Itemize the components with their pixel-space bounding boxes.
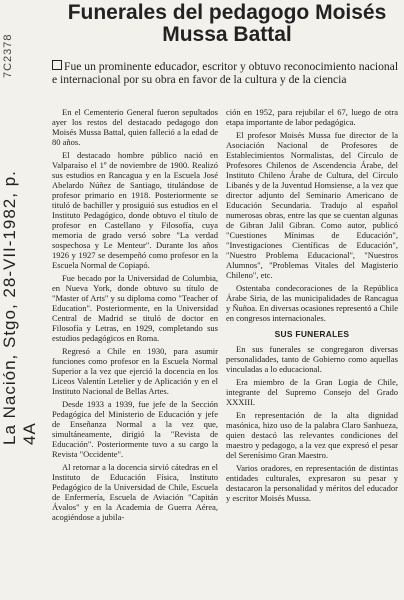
paragraph: En el Cementerio General fueron sepultados ayer los restos del destacado pedagogo don Moisés Mussa Battal, quien falleció a la edad de 80 años. <box>52 107 218 147</box>
subhead-text: Fue un prominente educador, escritor y obtuvo reconocimiento nacional e internacional por su obra en favor de la cultura y de la ciencia <box>52 60 399 86</box>
paragraph: El destacado hombre público nació en Valparaíso el 1º de noviembre de 1900. Realizó sus estudios en Rancagua y en la Escuela José Abelardo Núñez de Santiago, titulándose de profesor primario en 1918. Posteriormente se tituló de bachiller y prosiguió sus estudios en el Instituto Pedagógico, donde obtuvo el título de profesor en Castellano y Filosofía, cuya memoria de grado versó sobre "La verdad sospechosa y Le Menteur". Durante los años 1926 y 1927 se desempeñó como profesor en la Escuela Normal de Copiapó. <box>52 150 218 270</box>
paragraph: Fue becado por la Universidad de Columbia, en Nueva York, donde obtuvo su título de "Master of Arts" y su diploma como "Teacher of Education". Posteriormente, en la Universidad Central de Madrid se tituló de doctor en Filosofía y Letras, en 1929, completando sus estudios pedagógicos en Roma. <box>52 273 218 343</box>
paragraph: Regresó a Chile en 1930, para asumir funciones como profesor en la Escuela Normal Superior a la vez que ejerció la docencia en los Liceos Valentín Letelier y de Aplicación y en el Instituto Nacional de Bellas Artes. <box>52 346 218 396</box>
paragraph: Varios oradores, en representación de distintas entidades culturales, expresaron su pesar y destacaron la personalidad y méritos del educador y escritor Moisés Mussa. <box>226 463 398 503</box>
paragraph: ción en 1952, para rejubilar el 67, luego de otra etapa importante de labor pedagógica. <box>226 107 398 127</box>
article-column-right <box>226 107 398 503</box>
paragraph: Desde 1933 a 1939, fue jefe de la Sección Pedagógica del Ministerio de Educación y jefe de Enseñanza Normal a la vez que, simultáneamente, dirigió la "Revista de Educación". Posteriormente tuvo a su cargo la Revista "Occidente". <box>52 399 218 459</box>
subhead <box>52 60 400 86</box>
archive-code: 7C2378 <box>2 33 14 78</box>
paragraph: En sus funerales se congregaron diversas personalidades, tanto de Gobierno como aquellas vinculadas a lo educacional. <box>226 344 398 374</box>
headline: Funerales del pedagogo Moisés Mussa Battal <box>67 1 387 46</box>
paragraph: Al retornar a la docencia sirvió cátedras en el Instituto de Educación Física, Instituto Pedagógico de la Universidad de Chile, Escuela de Enfermería, Escuela de Aviación "Capitán Ávalos" y en la Academia de Guerra Aérea, acogiéndose a jubila- <box>52 462 218 522</box>
paragraph: El profesor Moisés Mussa fue director de la Asociación Nacional de Profesores de Establecimientos Normalistas, del Círculo de Profesores Chilenos de Ascendencia Árabe, del Instituto Chileno Árabe de Cultura, del Círculo Libanés y de la Juventud Homsiense, a la vez que director adjunto del Seminario Americano de Educación Secundaria. Tradujo al español numerosas obras, entre las que se cuentan algunas de Gibran Jalil Gibran. Como autor, publicó "Cuestiones Mínimas de Educación", "Investigaciones Científicas de Educación", "Nuestro Problema Educacional", "Nuestros Alumnos", "Problemas Vitales del Magisterio Chileno", etc. <box>226 130 398 280</box>
handwritten-source-note: La Nación, Stgo, 28-VII-1982, p. 4A <box>0 170 39 445</box>
section-heading: SUS FUNERALES <box>274 329 350 339</box>
article-column-left <box>52 107 218 522</box>
paragraph: Era miembro de la Gran Logia de Chile, integrante del Supremo Consejo del Grado XXXIII. <box>226 377 398 407</box>
bullet-box-icon <box>52 60 62 70</box>
paragraph: Ostentaba condecoraciones de la República Árabe Siria, de las municipalidades de Rancagua y Ñuñoa. En diversas ocasiones representó a Chile en congresos internacionales. <box>226 283 398 323</box>
paragraph: En representación de la alta dignidad masónica, hizo uso de la palabra Claro Sanhueza, quien destacó las relevantes condiciones del maestro y pedagogo, a la vez que expresó el pesar del Serenísimo Gran Maestro. <box>226 410 398 460</box>
